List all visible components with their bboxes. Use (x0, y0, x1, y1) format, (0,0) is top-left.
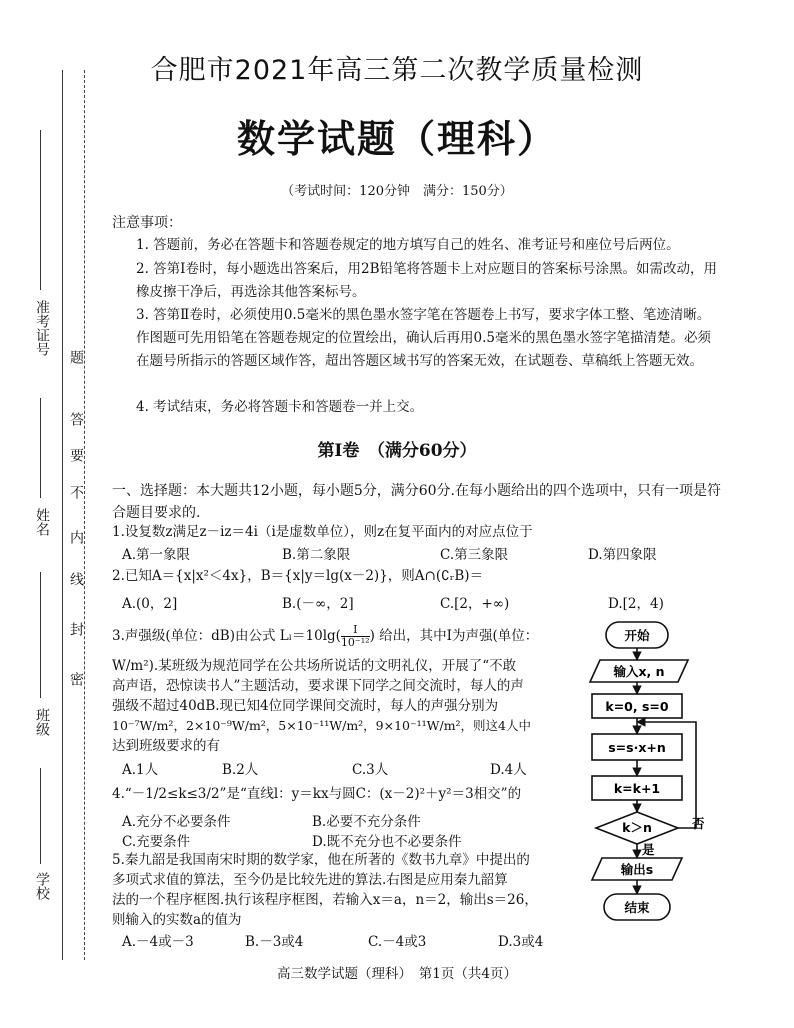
q3-option-c: C.3人 (352, 762, 389, 778)
flow-assign-text: s=s·x+n (608, 740, 666, 755)
question-2-stem: 2.已知A＝{x|x²＜4x}，B＝{x|y＝lg(x－2)}，则A∩(∁ᵣB)＝ (112, 568, 484, 584)
question-4-stem: 4.“－1/2≤k≤3/2”是“直线l：y＝kx与圆C：(x－2)²＋y²＝3相交”的 (112, 786, 522, 802)
seal-char: 密 (68, 672, 84, 686)
q3-line: 达到班级要求的有 (112, 738, 220, 754)
q3-option-d: D.4人 (490, 762, 527, 778)
flow-start-text: 开始 (624, 628, 650, 643)
q5-option-a: A.－4或－3 (122, 934, 194, 950)
notice-item: 2. 答第Ⅰ卷时，每小题选出答案后，用2B铅笔将答题卡上对应题目的答案标号涂黑。如需改动，用橡皮擦干净后，再选涂其他答案标号。 (136, 261, 718, 300)
q1-option-c: C.第三象限 (440, 547, 509, 563)
seal-char: 答 (68, 412, 84, 426)
question-3-stem (112, 624, 592, 649)
q3-frac-den: 10⁻¹² (340, 636, 370, 649)
margin-fill-line (40, 572, 41, 698)
q4-option-c: C.充要条件 (122, 834, 191, 850)
q5-line: 多项式求值的算法，至今仍是比较先进的算法.右图是应用秦九韶算 (112, 872, 508, 888)
margin-label-school: 学校 (34, 872, 50, 900)
q1-option-d: D.第四象限 (588, 547, 657, 563)
flow-output-text: 输出s (620, 862, 654, 877)
flowchart (588, 618, 712, 928)
q5-option-b: B.－3或4 (245, 934, 304, 950)
q4-option-d: D.既不充分也不必要条件 (312, 834, 462, 850)
flow-inc-text: k=k+1 (613, 781, 661, 796)
q5-option-c: C.－4或3 (368, 934, 427, 950)
q3-formula-b: ) (369, 628, 375, 644)
q1-option-b: B.第二象限 (282, 547, 351, 563)
margin-label-id: 准考证号 (34, 300, 50, 356)
q3-stem-b: 给出，其中I为声强(单位： (379, 628, 539, 644)
seal-char: 封 (68, 622, 84, 636)
q2-option-a: A.(0，2] (122, 596, 178, 612)
q3-fraction (341, 624, 370, 649)
flow-condition-text: k＞n (622, 820, 652, 835)
seal-char: 要 (68, 448, 84, 462)
part-instructions: 一、选择题：本大题共12小题，每小题5分，满分60分.在每小题给出的四个选项中，只有一项是符合题目要求的. (112, 483, 721, 521)
q1-option-a: A.第一象限 (122, 547, 191, 563)
page-footer: 高三数学试题（理科） 第1页（共4页） (277, 966, 517, 982)
q5-line: 则输入的实数a的值为 (112, 912, 242, 928)
q4-option-b: B.必要不充分条件 (312, 814, 421, 830)
q5-line: 法的一个程序框图.执行该程序框图，若输入x＝a，n＝2，输出s＝26， (112, 892, 538, 908)
q3-stem-a: 3.声强级(单位：dB)由公式 (112, 628, 276, 644)
margin-label-name: 姓名 (34, 508, 50, 536)
flow-input-text: 输入x, n (613, 664, 665, 679)
margin-fill-line (40, 768, 41, 864)
q3-line: 高声语，恐惊读书人”主题活动，要求课下同学之间交流时，每人的声 (112, 678, 524, 694)
flow-no-label: 否 (692, 816, 705, 831)
q2-option-b: B.(－∞，2] (282, 596, 354, 612)
notice-title: 注意事项： (112, 215, 182, 231)
margin-rule (62, 70, 63, 960)
margin-label-class: 班级 (34, 708, 50, 736)
q3-option-a: A.1人 (122, 762, 159, 778)
q5-line: 5.秦九韶是我国南宋时期的数学家，他在所著的《数书九章》中提出的 (112, 852, 530, 868)
section-title: 第Ⅰ卷 （满分60分） (317, 441, 477, 461)
q5-option-d: D.3或4 (498, 934, 544, 950)
q2-option-d: D.[2，4) (608, 596, 664, 612)
subject-title: 数学试题（理科） (236, 117, 557, 161)
q3-frac-num: I (341, 624, 370, 637)
q3-line: W/m²).某班级为规范同学在公共场所说话的文明礼仪，开展了“不敢 (112, 658, 517, 674)
seal-char: 不 (68, 485, 84, 499)
exam-info: （考试时间：120分钟 满分：150分） (281, 184, 513, 199)
exam-title: 合肥市2021年高三第二次教学质量检测 (150, 55, 644, 86)
seal-char: 线 (68, 572, 84, 586)
notice-item: 3. 答第Ⅱ卷时，必须使用0.5毫米的黑色墨水签字笔在答题卷上书写，要求字体工整、笔迹清晰。作图题可先用铅笔在答题卷规定的位置绘出，确认后再用0.5毫米的黑色墨水签字笔描清楚。必须在题号所指示的答题区域作答，超出答题区域书写的答案无效，在试题卷、草稿纸上答题无效。 (136, 307, 711, 369)
seal-char: 题 (68, 350, 84, 364)
q2-option-c: C.[2，+∞) (440, 596, 510, 612)
question-1-stem: 1.设复数z满足z－iz＝4i（i是虚数单位），则z在复平面内的对应点位于 (112, 524, 533, 540)
q3-line: 10⁻⁷W/m²，2×10⁻⁹W/m²，5×10⁻¹¹W/m²，9×10⁻¹¹W/m²，则这4人中 (112, 718, 532, 733)
flow-yes-label: 是 (642, 842, 655, 857)
seal-char: 内 (68, 530, 84, 544)
q3-line: 强级不超过40dB.现已知4位同学课间交流时，每人的声强分别为 (112, 698, 499, 714)
q4-option-a: A.充分不必要条件 (122, 814, 231, 830)
q3-option-b: B.2人 (222, 762, 259, 778)
flow-end-text: 结束 (624, 900, 650, 915)
q3-formula-a: Lₗ＝10lg( (279, 628, 341, 644)
notice-item: 1. 答题前，务必在答题卡和答题卷规定的地方填写自己的姓名、准考证号和座位号后两位。 (136, 237, 680, 253)
flow-init-text: k=0, s=0 (605, 699, 669, 714)
seal-dashed-line (84, 70, 85, 960)
notice-item: 4. 考试结束，务必将答题卡和答题卷一并上交。 (136, 399, 424, 415)
